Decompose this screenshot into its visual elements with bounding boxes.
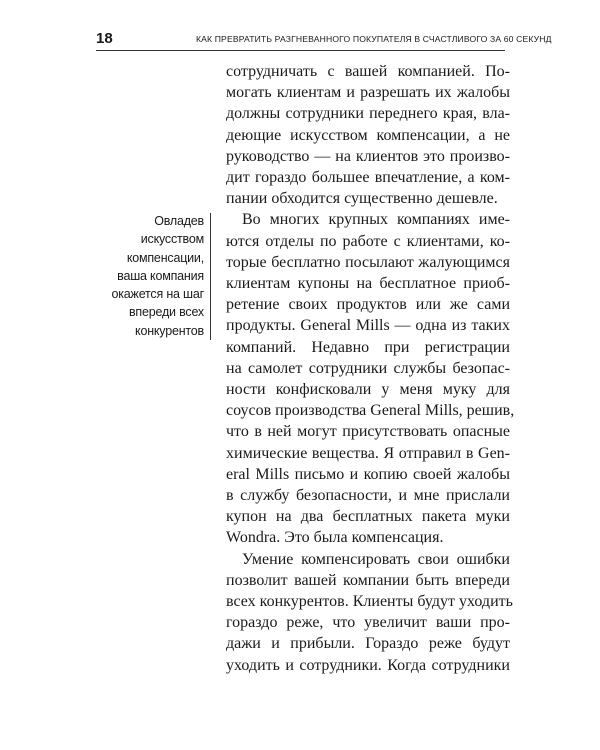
text-line: в службу безопасности, и мне прислали <box>226 487 510 505</box>
text-line: химические вещества. Я отправил в Gen- <box>226 444 510 462</box>
paragraph <box>226 549 513 676</box>
text-line: гораздо реже, что увеличит ваши про- <box>226 614 510 632</box>
text-line: руководство — на клиентов это произво- <box>226 147 510 165</box>
text-line: компаний. Недавно при регистрации <box>226 338 510 356</box>
text-line: что в ней могут присутствовать опасные <box>226 423 510 441</box>
text-line: пании обходится существенно дешевле. <box>226 190 498 208</box>
text-line: eral Mills письмо и копию своей жалобы <box>226 465 510 483</box>
margin-note-line: компенсации, <box>126 250 204 265</box>
text-line: Wondra. Это была компенсация. <box>226 529 444 547</box>
text-line: ности конфисковали у меня муку для <box>226 381 510 399</box>
margin-note-line: конкурентов <box>135 323 204 338</box>
text-line: дит гораздо большее впечатление, а ком- <box>226 169 510 187</box>
text-line: клиентам купоны на бесплатное приоб- <box>226 275 510 293</box>
text-line: купон на два бесплатных пакета муки <box>226 508 510 526</box>
text-line: уходить и сотрудники. Когда сотрудники <box>226 656 510 674</box>
margin-note-line: ваша компания <box>117 268 204 283</box>
text-line: должны сотрудники переднего края, вла- <box>226 105 510 123</box>
text-line: всех конкурентов. Клиенты будут уходить <box>226 593 513 611</box>
text-line: ются отделы по работе с клиентами, ко- <box>226 232 510 250</box>
margin-note-rule <box>210 213 211 340</box>
page-number: 18 <box>96 30 113 47</box>
text-line: продукты. General Mills — одна из таких <box>226 317 510 335</box>
running-title: КАК ПРЕВРАТИТЬ РАЗГНЕВАННОГО ПОКУПАТЕЛЯ В СЧАСТЛИВОГО ЗА 60 СЕКУНД <box>196 34 552 44</box>
paragraph <box>226 61 510 209</box>
text-line: позволит вашей компании быть впереди <box>226 571 510 589</box>
text-line: торые бесплатно посылают жалующимся <box>226 253 510 271</box>
margin-note-line: Овладев <box>154 214 204 228</box>
margin-note-line: впереди всех <box>128 305 204 320</box>
paragraph <box>226 209 515 548</box>
body-text <box>226 61 515 676</box>
text-line: сотрудничать с вашей компанией. По- <box>226 63 510 80</box>
text-line: соусов производства General Mills, решив, <box>226 402 515 420</box>
margin-note-line: окажется на шаг <box>111 287 204 302</box>
text-line: Во многих крупных компаниях име- <box>242 211 510 229</box>
text-line: Умение компенсировать свои ошибки <box>242 550 510 568</box>
text-line: деющие искусством компенсации, а не <box>226 126 510 144</box>
text-line: ретение своих продуктов или же сами <box>226 296 510 314</box>
margin-note <box>100 212 204 340</box>
margin-note-line: искусством <box>140 232 204 247</box>
header-rule <box>96 50 505 51</box>
text-line: на самолет сотрудники службы безопас- <box>226 359 510 377</box>
text-line: дажи и прибыли. Гораздо реже будут <box>226 635 510 653</box>
text-line: могать клиентам и разрешать их жалобы <box>226 84 510 102</box>
